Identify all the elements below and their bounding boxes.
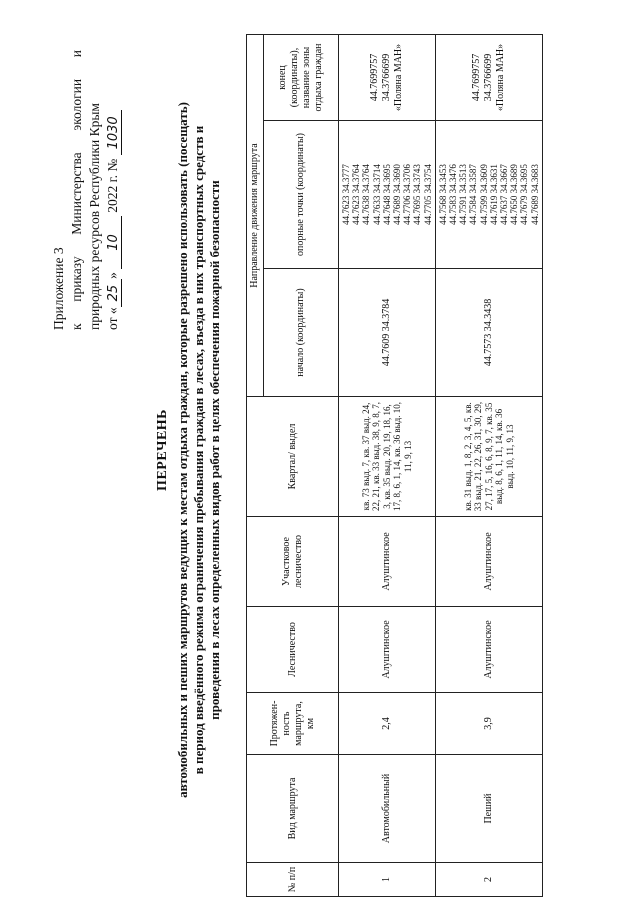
header-end: конец (координаты), название зоны отдыха граждан: [264, 35, 339, 121]
cell-num: 2: [435, 863, 542, 897]
header-row-1: [247, 35, 264, 897]
appendix-word: и: [69, 50, 84, 58]
end-name: «Поляна МАН»: [494, 43, 506, 112]
table-row: [339, 35, 436, 897]
end-lon: 34.3766699: [482, 53, 494, 102]
cell-district: Алуштинское: [339, 517, 436, 607]
end-lon: 34.3766699: [380, 53, 392, 102]
cell-type: Пеший: [435, 755, 542, 863]
point-coord: 44.7695 34.3743: [412, 164, 423, 225]
end-lat: 44.7699757: [470, 53, 482, 102]
date-year: 2022 г. №: [105, 155, 120, 217]
header-num: № п/п: [247, 863, 339, 897]
date-month: 10: [106, 216, 122, 269]
cell-start: 44.7573 34.3438: [435, 269, 542, 397]
point-coord: 44.7637 34.3667: [499, 164, 510, 225]
point-coord: 44.7584 34.3587: [468, 164, 479, 225]
cell-type: Автомобильный: [339, 755, 436, 863]
appendix-ministry: природных ресурсов Республики Крым: [87, 103, 102, 330]
cell-block: кв. 73 выд. 7, кв. 37 выд. 24, 22, 21, кв. 33 выд. 38, 9, 8, 7, 3, кв. 35 выд. 20, 19, 18, 16, 17, 8, 6, 1, 14, кв. 36 выд. 10, 11, 9, 13: [339, 397, 436, 517]
header-direction: Направление движения маршрута: [247, 35, 264, 397]
cell-length: 2,4: [339, 693, 436, 755]
appendix-order-line: [68, 50, 86, 330]
header-length: Протяжен-ность маршрута, км: [247, 693, 339, 755]
header-forestry: Лесничество: [247, 607, 339, 693]
point-coord: 44.7619 34.3631: [488, 164, 499, 225]
order-number: 1030: [106, 110, 122, 155]
appendix-title: Приложение 3: [51, 247, 66, 330]
appendix-word: Министерства: [69, 152, 84, 235]
title-line-1: автомобильных и пеших маршрутов ведущих к местам отдыха граждан, которые разрешено использовать (посещать): [175, 102, 190, 798]
appendix-block: [50, 50, 123, 330]
point-coord: 44.7648 34.3695: [381, 164, 392, 225]
cell-end: [435, 35, 542, 121]
point-coord: 44.7706 34.3706: [402, 164, 413, 225]
header-start: начало (координаты): [264, 269, 339, 397]
table-row: [435, 35, 542, 897]
header-district: Участковое лесничество: [247, 517, 339, 607]
header-type: Вид маршрута: [247, 755, 339, 863]
point-coord: 44.7679 34.3695: [519, 164, 530, 225]
point-coord: 44.7633 34.3714: [371, 164, 382, 225]
title-heading: ПЕРЕЧЕНЬ: [155, 409, 170, 491]
header-points: опорные точки (координаты): [264, 121, 339, 269]
point-coord: 44.7705 34.3754: [422, 164, 433, 225]
cell-forestry: Алуштинское: [339, 607, 436, 693]
appendix-word: приказу: [69, 256, 84, 302]
cell-district: Алуштинское: [435, 517, 542, 607]
end-name: «Поляна МАН»: [392, 43, 404, 112]
cell-points: [435, 121, 542, 269]
routes-table: [246, 34, 543, 897]
header-block: Квартал/ выдел: [247, 397, 339, 517]
cell-num: 1: [339, 863, 436, 897]
point-coord: 44.7591 34.3513: [458, 164, 469, 225]
point-coord: 44.7568 34.3453: [437, 164, 448, 225]
point-coord: 44.7689 34.3690: [392, 164, 403, 225]
cell-points: [339, 121, 436, 269]
cell-end: [339, 35, 436, 121]
date-prefix: от «: [105, 307, 120, 330]
point-coord: 44.7623 34.3764: [351, 164, 362, 225]
point-coord: 44.7638 34.3764: [361, 164, 372, 225]
cell-forestry: Алуштинское: [435, 607, 542, 693]
cell-block: кв. 31 выд. 1, 8, 2, 3, 4, 5, кв. 33 выд. 21, 22, 26, 31, 30, 29, 27, 17, 5, 16, 6, 8, 9, 7, кв. 35 выд. 8, 6, 1, 11, 14, кв. 36 выд. 10, 11, 9, 13: [435, 397, 542, 517]
title-line-2: в период введённого режима ограничения пребывания граждан в лесах, въезда в них транспортных средств и: [191, 125, 206, 775]
end-lat: 44.7699757: [368, 53, 380, 102]
appendix-word: к: [69, 323, 84, 330]
document-title: [155, 35, 223, 865]
date-day: 25: [106, 279, 122, 308]
point-coord: 44.7583 34.3476: [448, 164, 459, 225]
point-coord: 44.7599 34.3609: [478, 164, 489, 225]
point-coord: 44.7650 34.3689: [509, 164, 520, 225]
appendix-word: экологии: [69, 78, 84, 131]
cell-length: 3,9: [435, 693, 542, 755]
cell-start: 44.7609 34.3784: [339, 269, 436, 397]
point-coord: 44.7689 34.3683: [529, 164, 540, 225]
date-mid: »: [105, 268, 120, 279]
title-line-3: проведения в лесах определенных видов работ в целях обеспечения пожарной безопасности: [207, 180, 222, 720]
appendix-date-line: [104, 50, 123, 330]
point-coord: 44.7623 34.3777: [341, 164, 351, 225]
